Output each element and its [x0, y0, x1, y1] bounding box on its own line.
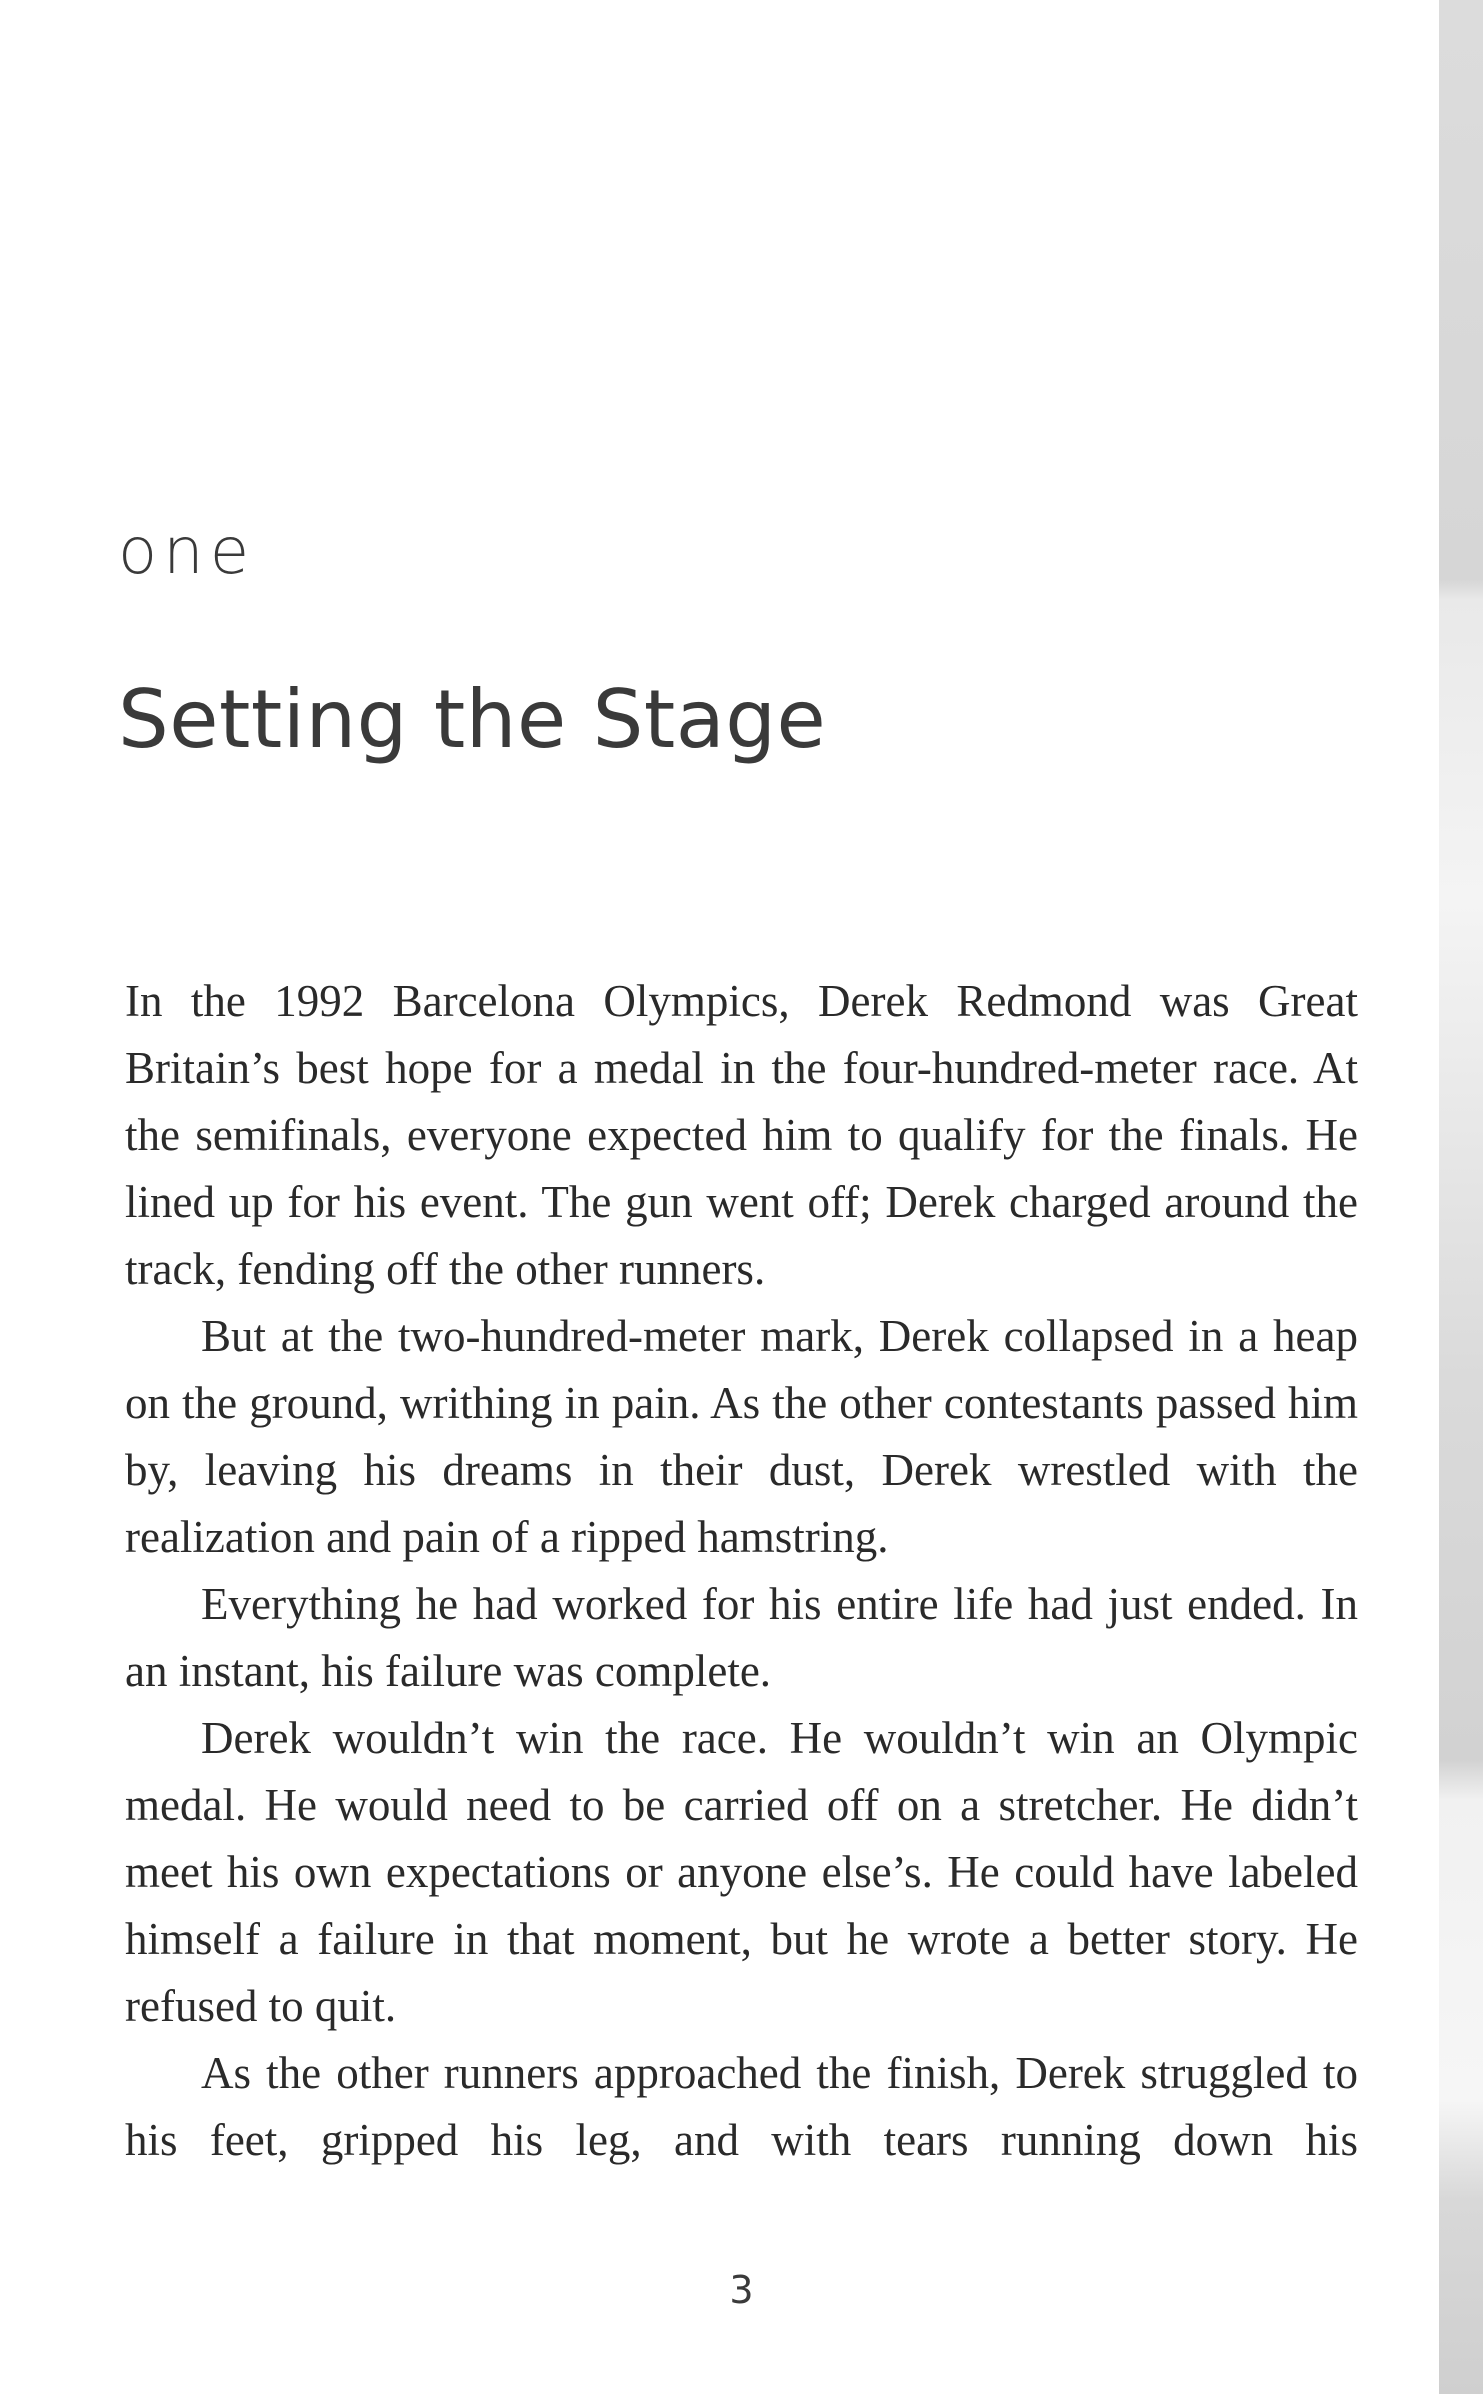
paragraph-2: But at the two-hundred-meter mark, Derek collapsed in a heap on the ground, writhing in pain. As the other contestants passed him by, leaving his dreams in their dust, Derek wrestled with the realization and pain of a ripped hamstring.	[125, 1311, 1358, 1562]
paragraph-4: Derek wouldn’t win the race. He wouldn’t win an Olympic medal. He would need to be carried off on a stretcher. He didn’t meet his own expectations or anyone else’s. He could have labeled himself a failure in that moment, but he wrote a better story. He refused to quit.	[125, 1713, 1358, 2031]
chapter-number: one	[118, 515, 256, 589]
chapter-title: Setting the Stage	[118, 673, 827, 766]
paragraph-3: Everything he had worked for his entire life had just ended. In an instant, his failure was complete.	[125, 1579, 1358, 1696]
paragraph-5: As the other runners approached the finish, Derek struggled to his feet, gripped his leg, and with tears running down his	[125, 2048, 1358, 2165]
page-edge	[1439, 0, 1483, 2394]
body-text	[125, 968, 1358, 2174]
page-number: 3	[729, 2268, 754, 2312]
paragraph-1: In the 1992 Barcelona Olympics, Derek Redmond was Great Britain’s best hope for a medal in the four-hundred-meter race. At the semifinals, everyone expected him to qualify for the finals. He lined up for his event. The gun went off; Derek charged around the track, fending off the other runners.	[125, 976, 1358, 1294]
